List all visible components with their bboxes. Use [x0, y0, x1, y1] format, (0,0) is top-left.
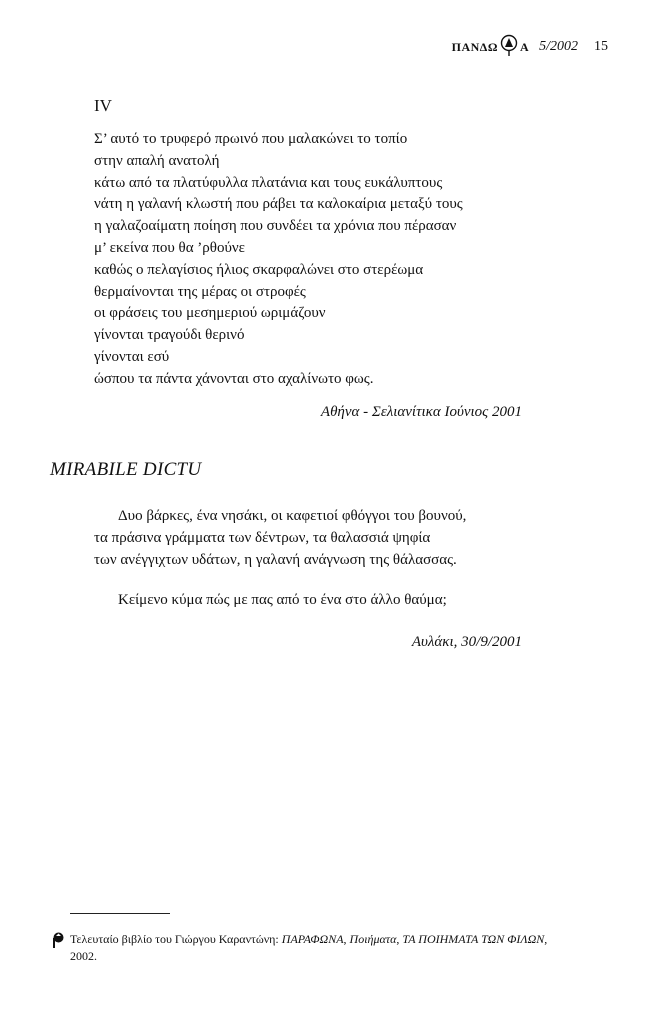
footnote-book-2: ΤΑ ΠΟΙΗΜΑΤΑ ΤΩΝ ΦΙΛΩΝ	[402, 932, 545, 946]
footnote-sep-1: ,	[343, 932, 350, 946]
poem-line: Δυο βάρκες, ένα νησάκι, οι καφετιοί φθόγγοι του βουνού,	[118, 508, 467, 524]
page-number: 15	[594, 39, 608, 54]
poem-mirabile	[94, 506, 466, 571]
issue-number: 5/2002	[539, 39, 578, 54]
poem-line: η γαλαζοαίματη ποίηση που συνδέει τα χρόνια που πέρασαν	[94, 218, 457, 235]
logo-text-left: ΠΑΝΔΩ	[451, 39, 498, 54]
poem-line: γίνονται εσύ	[94, 348, 170, 365]
section-number: IV	[94, 96, 112, 115]
poem-line: οι φράσεις του μεσημεριού ωριμάζουν	[94, 305, 326, 322]
footnote	[52, 931, 592, 965]
footnote-genre: Ποιήματα	[349, 932, 397, 946]
footnote-suffix: ,	[544, 932, 548, 946]
poem-iv	[94, 129, 463, 391]
poem-line: ώσπου τα πάντα χάνονται στο αχαλίνωτο φως.	[94, 370, 374, 387]
poem-line: μ’ εκείνα που θα ’ρθούνε	[94, 239, 245, 256]
poem-line: καθώς ο πελαγίσιος ήλιος σκαρφαλώνει στο στερέωμα	[94, 261, 424, 278]
poem-line: θερμαίνονται της μέρας οι στροφές	[94, 283, 306, 300]
mirabile-place-date: Αυλάκι, 30/9/2001	[411, 634, 522, 650]
poem-line: τα πράσινα γράμματα των δέντρων, τα θαλασσιά ψηφία	[94, 529, 431, 546]
poem-last-line: Κείμενο κύμα πώς με πας από το ένα στο άλλο θαύμα;	[118, 592, 447, 608]
poem-title: MIRABILE DICTU	[50, 459, 202, 480]
footnote-book-1: ΠΑΡΑΦΩΝΑ	[281, 932, 344, 946]
logo-text-right: Α	[519, 39, 530, 54]
footnote-sep-2: ,	[396, 932, 403, 946]
poem-line: νάτη η γαλανή κλωστή που ράβει τα καλοκαίρια μεταξύ τους	[94, 196, 463, 213]
footnote-divider	[70, 913, 170, 914]
running-header	[452, 34, 608, 60]
footnote-year: 2002.	[70, 949, 97, 963]
footnote-text	[70, 931, 547, 965]
poem-line: Σ’ αυτό το τρυφερό πρωινό που μαλακώνει το τοπίο	[94, 131, 408, 147]
poem-iv-place-date: Αθήνα - Σελιανίτικα Ιούνιος 2001	[320, 404, 522, 420]
footnote-prefix: Τελευταίο βιβλίο του Γιώργου Καραντώνη:	[70, 932, 282, 946]
poem-line: στην απαλή ανατολή	[94, 152, 220, 169]
poem-line: κάτω από τα πλατύφυλλα πλατάνια και τους ευκάλυπτους	[94, 174, 443, 191]
magazine-logo	[452, 34, 529, 60]
poem-line: γίνονται τραγούδι θερινό	[94, 327, 245, 344]
poem-line: των ανέγγιχτων υδάτων, η γαλανή ανάγνωση της θάλασσας.	[94, 551, 457, 568]
footnote-mark-icon	[52, 932, 64, 965]
logo-emblem-icon	[499, 34, 519, 60]
